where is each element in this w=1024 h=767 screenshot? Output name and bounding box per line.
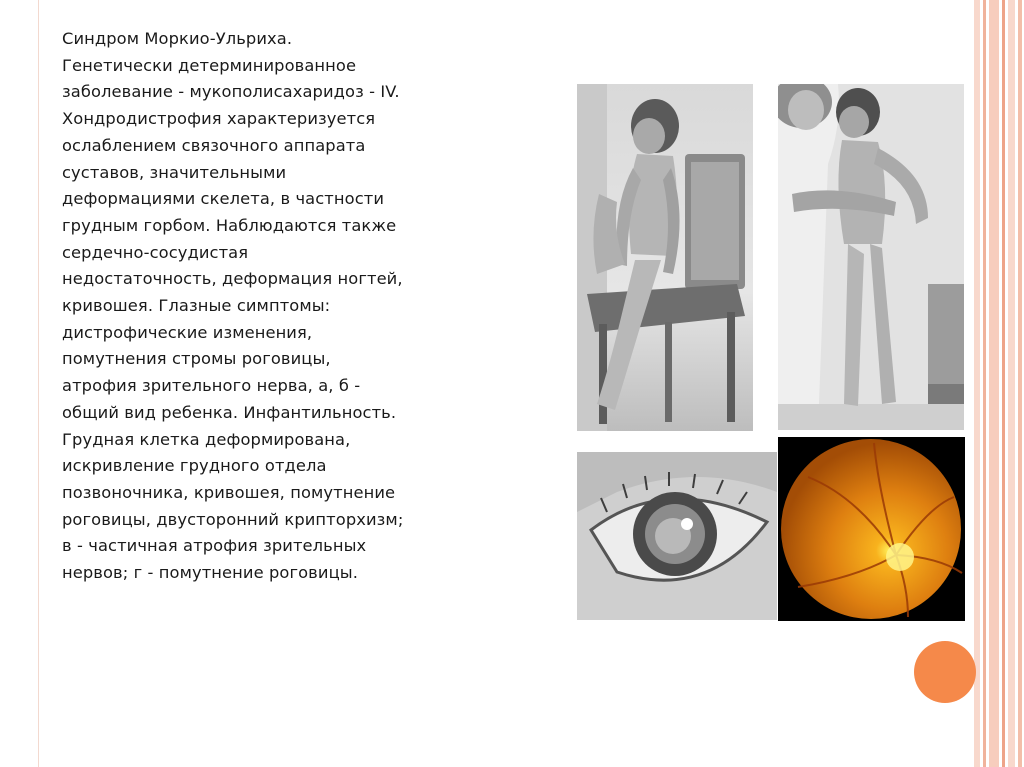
photo-fundus <box>778 437 965 621</box>
text-line: недостаточность, деформация ногтей, <box>62 269 403 289</box>
text-line: Синдром Моркио-Ульриха. <box>62 29 293 48</box>
stripe <box>989 0 999 767</box>
text-line: нервов; г - помутнение роговицы. <box>62 563 358 583</box>
photo-eye <box>577 452 777 620</box>
child-sitting-photo-image <box>577 84 753 431</box>
text-line: ослаблением связочного аппарата <box>62 135 366 155</box>
stripe <box>974 0 980 767</box>
text-line: атрофия зрительного нерва, а, б - <box>62 376 361 396</box>
text-line: Хондродистрофия характеризуется <box>62 109 376 129</box>
text-line: Грудная клетка деформирована, <box>62 429 351 449</box>
text-line: дистрофические изменения, <box>62 322 313 342</box>
text-line: заболевание - мукополисахаридоз - IV. <box>62 82 400 102</box>
decorative-orange-circle <box>914 641 976 703</box>
text-line: позвоночника, кривошея, помутнение <box>62 482 396 502</box>
text-line: общий вид ребенка. Инфантильность. <box>62 402 397 422</box>
photo-child-standing <box>778 84 964 430</box>
text-line: роговицы, двусторонний крипторхизм; <box>62 509 404 529</box>
stripe <box>983 0 986 767</box>
eye-photo-image <box>577 452 777 620</box>
text-line: помутнения стромы роговицы, <box>62 349 331 369</box>
stripe <box>1008 0 1015 767</box>
text-line: деформациями скелета, в частности <box>62 189 385 209</box>
text-line: в - частичная атрофия зрительных <box>62 536 367 556</box>
slide-frame-line <box>38 0 39 767</box>
fundus-photo-image <box>778 437 965 621</box>
text-line: Генетически детерминированное <box>62 55 357 75</box>
text-line: кривошея. Глазные симптомы: <box>62 296 331 316</box>
decorative-stripes <box>974 0 1024 767</box>
slide-body-text <box>62 26 502 587</box>
child-standing-photo-image <box>778 84 964 430</box>
stripe <box>1018 0 1022 767</box>
text-line: суставов, значительными <box>62 162 287 182</box>
stripe <box>1002 0 1005 767</box>
photo-child-sitting <box>577 84 753 431</box>
text-line: искривление грудного отдела <box>62 456 327 476</box>
text-line: сердечно-сосудистая <box>62 242 249 262</box>
text-line: грудным горбом. Наблюдаются также <box>62 215 397 235</box>
